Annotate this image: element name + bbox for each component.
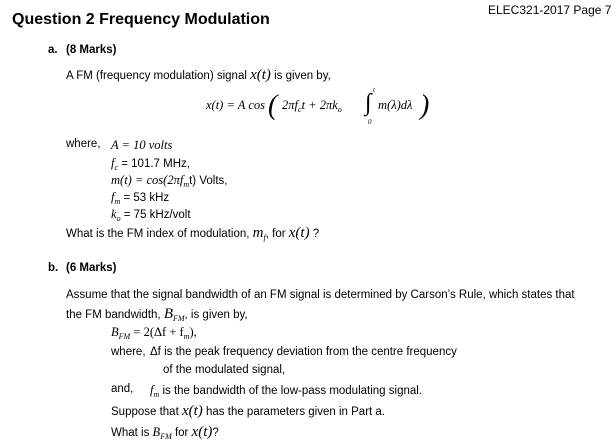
- part-b-and-text: $f_m$ is the bandwidth of the low-pass modulating signal.: [150, 383, 423, 399]
- part-b-where-label: where,: [111, 346, 146, 358]
- part-b-where-text: Δf is the peak frequency deviation from the centre frequency: [150, 346, 457, 358]
- part-b-and-label: and,: [111, 383, 134, 395]
- question-title: Question 2 Frequency Modulation: [12, 11, 270, 28]
- part-b-line2: the FM bandwidth, $B_{FM}$, is given by,: [66, 306, 248, 323]
- part-b-label: b.: [48, 262, 59, 274]
- part-a-label: a.: [48, 44, 58, 56]
- part-a-marks: (8 Marks): [66, 44, 117, 56]
- param-a: A = 10 volts: [111, 138, 173, 152]
- param-fm: $f_m = 53$ kHz: [111, 190, 170, 206]
- carson-equation: $B_{FM} = 2(\Delta f + f_m)$,: [111, 325, 197, 341]
- part-b-suppose: Suppose that x(t) has the parameters given in Part a.: [111, 403, 386, 419]
- part-a-intro: A FM (frequency modulation) signal x(t) is given by,: [66, 67, 331, 83]
- param-m: $m(t) = \cos(2\pi f_mt)$ Volts,: [111, 173, 228, 189]
- part-a-question: What is the FM index of modulation, $m_f$, for x(t) ?: [66, 225, 320, 242]
- page-header: ELEC321-2017 Page 7: [488, 3, 612, 17]
- part-b-marks: (6 Marks): [66, 262, 117, 274]
- part-a-where-label: where,: [66, 138, 101, 150]
- part-b-where-text2: of the modulated signal,: [163, 364, 286, 376]
- part-b-line1: Assume that the signal bandwidth of an FM signal is determined by Carson’s Rule, which states that: [66, 289, 575, 301]
- param-ko: $k_o = 75$ kHz/volt: [111, 207, 191, 223]
- part-b-question: What is $B_{FM}$ for x(t)?: [111, 424, 219, 441]
- param-fc: $f_c = 101.7$ MHz,: [111, 156, 190, 172]
- fm-equation: x(t) = A cos ( $2\pi f_ct + 2\pi k_o$ ∫ t 0 m(λ)dλ ): [206, 86, 430, 126]
